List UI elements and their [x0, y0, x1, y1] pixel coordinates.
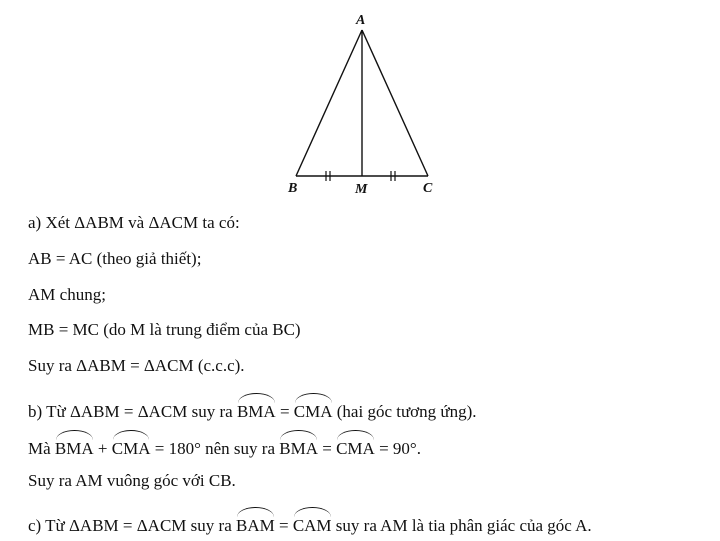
part-b-line1 — [28, 398, 477, 423]
label-m: M — [355, 182, 368, 197]
text: c) Từ ΔABM = ΔACM suy ra — [28, 516, 236, 535]
angle-cam: CAM — [293, 512, 332, 537]
part-c-line1 — [28, 512, 592, 537]
text: + — [93, 439, 112, 458]
angle-bam: BAM — [236, 512, 275, 537]
label-b: B — [288, 181, 298, 196]
angle-cma: CMA — [336, 435, 375, 460]
text: suy ra AM là tia phân giác của góc A. — [331, 516, 592, 535]
text: = 180° nên suy ra — [150, 439, 280, 458]
angle-cma: CMA — [112, 435, 151, 460]
label-c: C — [423, 181, 433, 196]
segment-ab — [296, 30, 362, 176]
angle-bma: BMA — [237, 398, 276, 423]
angle-cma: CMA — [294, 398, 333, 423]
triangle-figure — [0, 0, 720, 200]
part-b-line2 — [28, 435, 421, 460]
part-b-conclusion: Suy ra AM vuông góc với CB. — [28, 471, 236, 490]
text: (hai góc tương ứng). — [332, 402, 477, 421]
text: = — [275, 402, 294, 421]
text: = — [274, 516, 293, 535]
part-a-intro: a) Xét ΔABM và ΔACM ta có: — [28, 213, 240, 232]
part-a-line1: AB = AC (theo giả thiết); — [28, 249, 202, 268]
part-a-line3: MB = MC (do M là trung điểm của BC) — [28, 320, 301, 339]
text: Mà — [28, 439, 55, 458]
segment-ac — [362, 30, 428, 176]
text: b) Từ ΔABM = ΔACM suy ra — [28, 402, 237, 421]
text: = 90°. — [374, 439, 421, 458]
label-a: A — [356, 13, 366, 28]
angle-bma: BMA — [279, 435, 318, 460]
part-a-conclusion: Suy ra ΔABM = ΔACM (c.c.c). — [28, 356, 245, 375]
part-a-line2: AM chung; — [28, 285, 106, 304]
angle-bma: BMA — [55, 435, 94, 460]
text: = — [317, 439, 337, 458]
